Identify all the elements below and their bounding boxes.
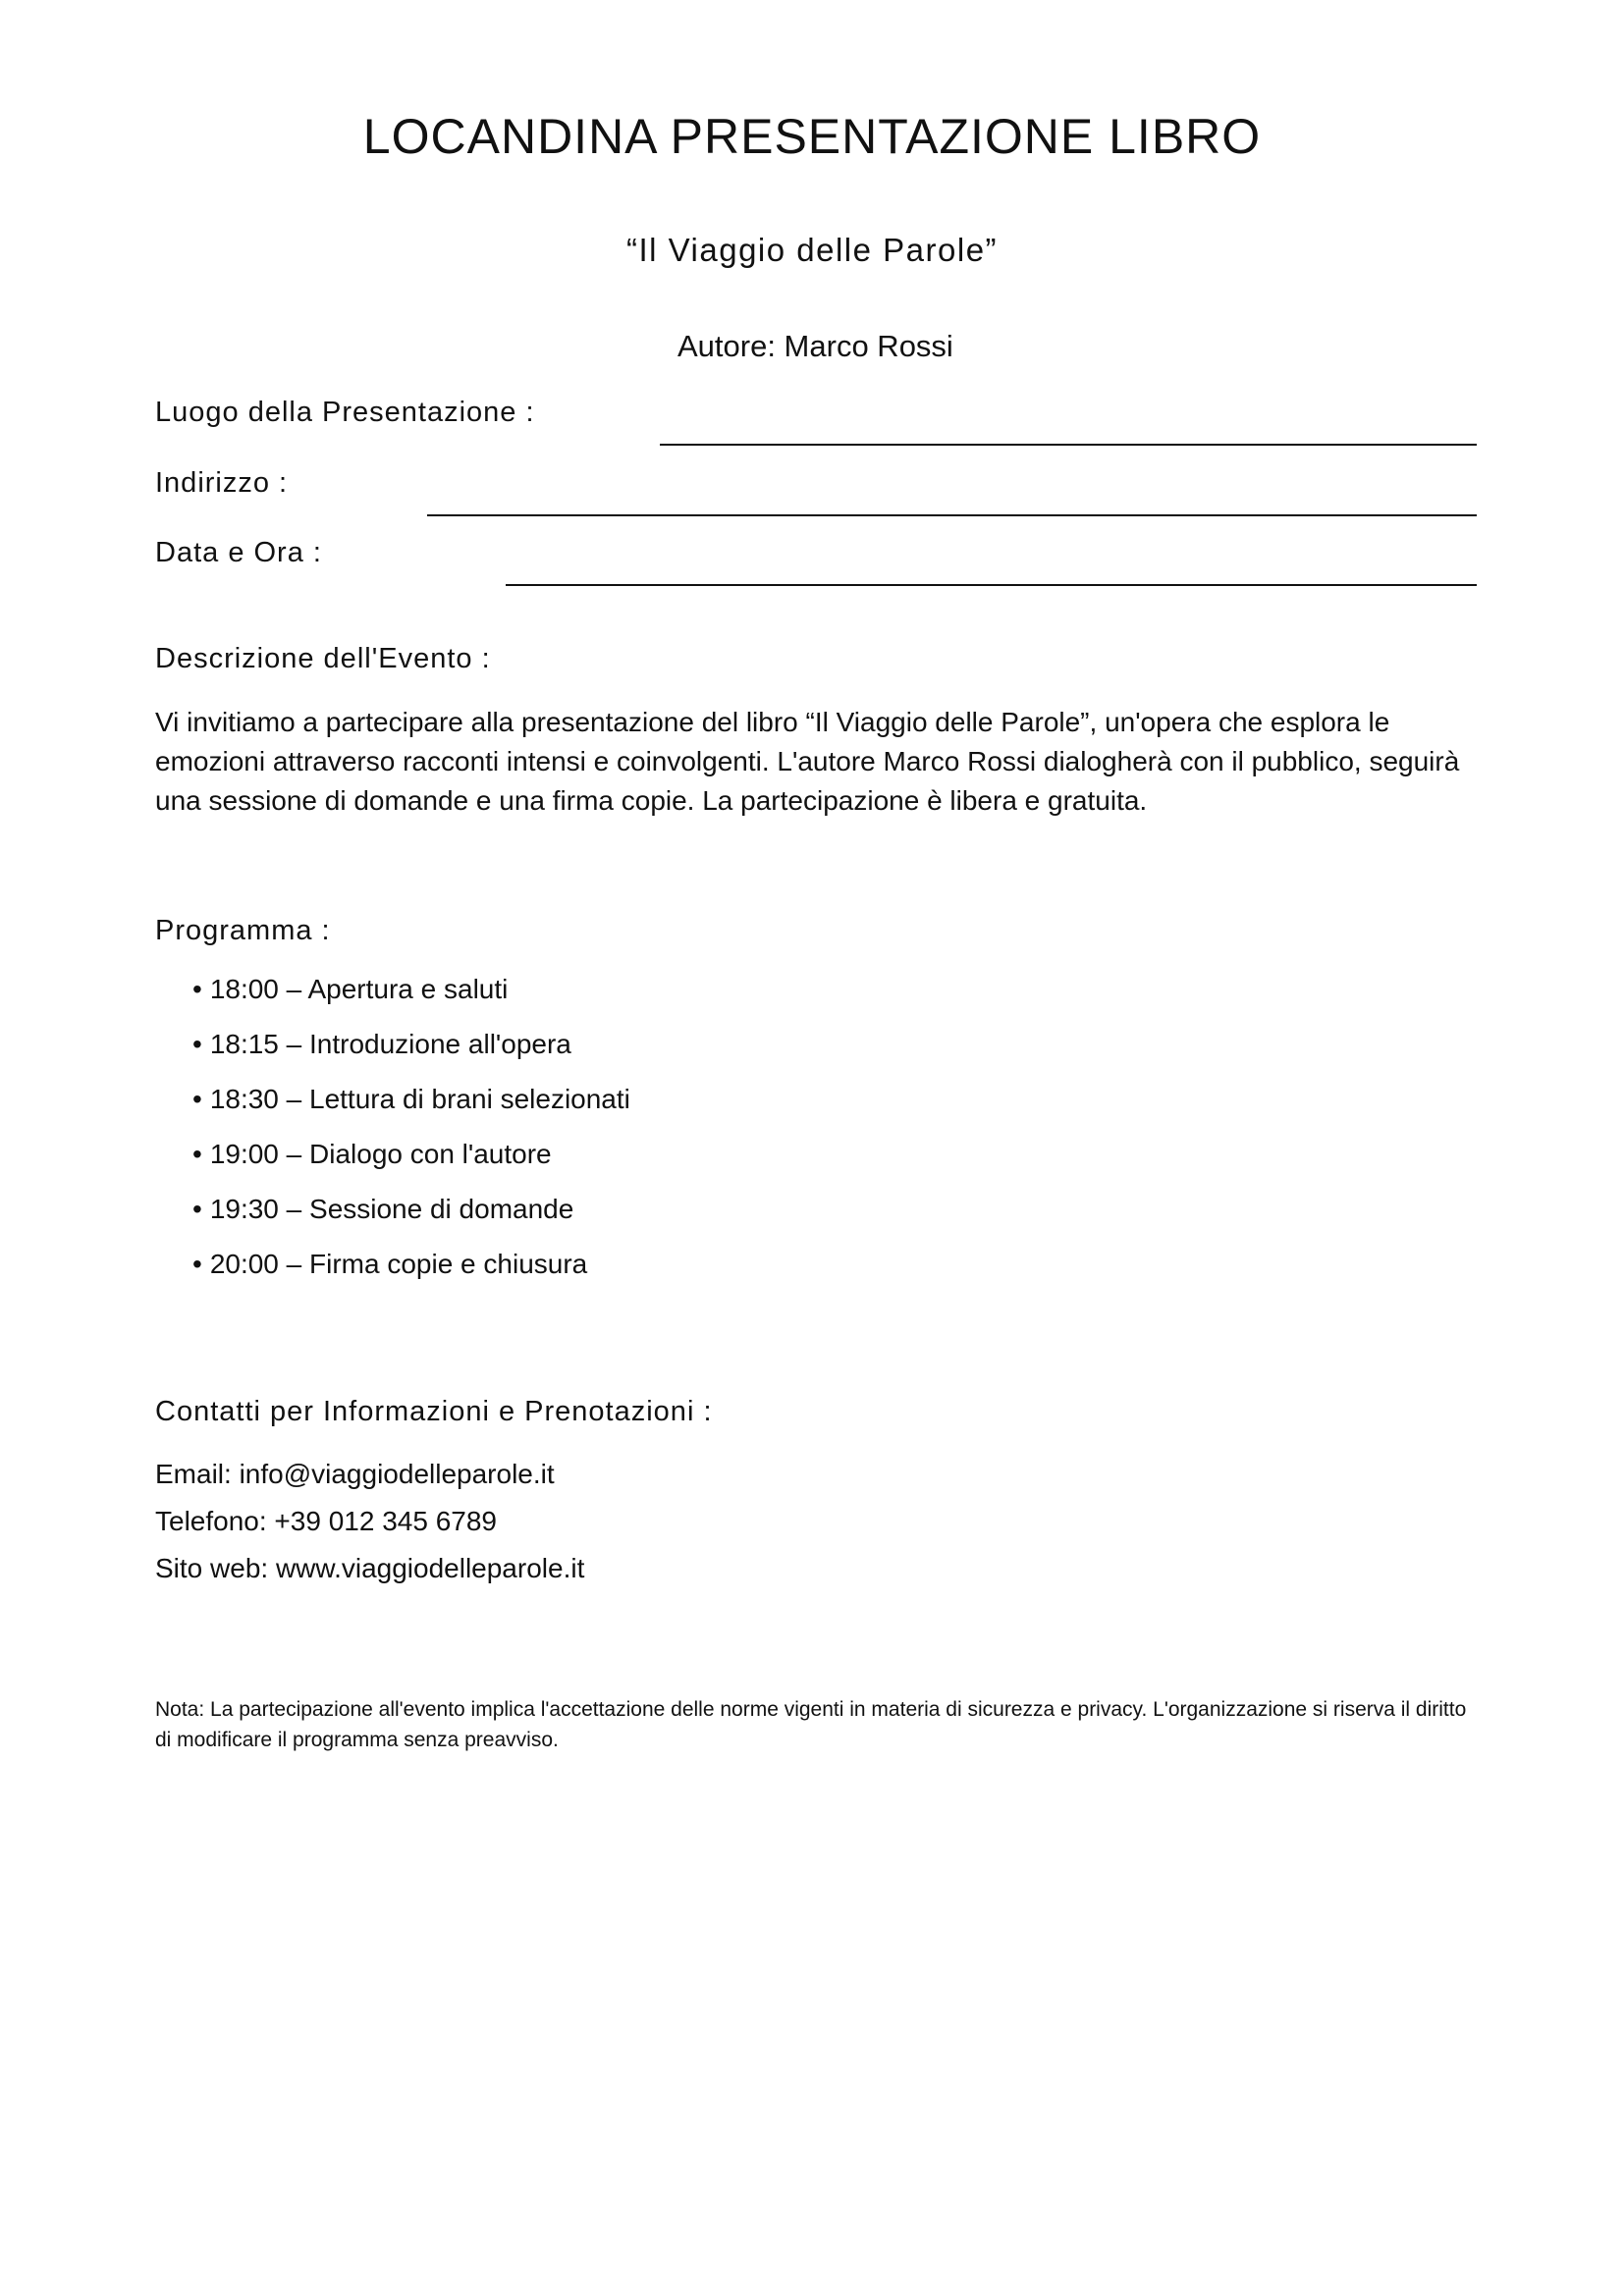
bullet-icon: • xyxy=(192,1029,202,1059)
program-item-text: 19:00 – Dialogo con l'autore xyxy=(209,1139,552,1169)
page-title: LOCANDINA PRESENTAZIONE LIBRO xyxy=(362,109,1262,164)
author-line: Autore: Marco Rossi xyxy=(677,329,953,363)
program-item-text: 20:00 – Firma copie e chiusura xyxy=(209,1249,588,1279)
luogo-blank-line[interactable] xyxy=(660,444,1477,446)
program-item xyxy=(192,1137,630,1192)
program-list xyxy=(192,972,630,1302)
bullet-icon: • xyxy=(192,1249,202,1279)
indirizzo-field xyxy=(155,467,1477,516)
indirizzo-label: Indirizzo : xyxy=(155,467,289,499)
data-ora-field xyxy=(155,537,1477,586)
bullet-icon: • xyxy=(192,1194,202,1224)
program-item xyxy=(192,1247,630,1302)
contact-phone[interactable]: Telefono: +39 012 345 6789 xyxy=(155,1506,497,1536)
luogo-field xyxy=(155,397,1477,446)
program-item xyxy=(192,1027,630,1082)
program-item xyxy=(192,972,630,1027)
program-item-text: 18:30 – Lettura di brani selezionati xyxy=(209,1084,630,1114)
data-ora-blank-line[interactable] xyxy=(506,584,1477,586)
description-label: Descrizione dell'Evento : xyxy=(155,643,491,674)
program-item xyxy=(192,1192,630,1247)
luogo-label: Luogo della Presentazione : xyxy=(155,397,535,428)
bullet-icon: • xyxy=(192,974,202,1004)
bullet-icon: • xyxy=(192,1139,202,1169)
contacts-label: Contatti per Informazioni e Prenotazioni : xyxy=(155,1396,713,1427)
footer-note: Nota: La partecipazione all'evento implica l'accettazione delle norme vigenti in materia di sicurezza e privacy. L'organizzazione si riserva il diritto di modificare il programma senza preavviso. xyxy=(155,1698,1467,1751)
indirizzo-blank-line[interactable] xyxy=(427,514,1477,516)
contacts-block xyxy=(155,1457,584,1598)
program-item-text: 18:00 – Apertura e saluti xyxy=(209,974,509,1004)
contact-email[interactable]: Email: info@viaggiodelleparole.it xyxy=(155,1459,555,1489)
data-ora-label: Data e Ora : xyxy=(155,537,322,568)
description-text: Vi invitiamo a partecipare alla presentazione del libro “Il Viaggio delle Parole”, un'opera che esplora le emozioni attraverso racconti intensi e coinvolgenti. L'autore Marco Rossi dialogherà con il pubblico, seguirà una sessione di domande e una firma copie. La partecipazione è libera e gratuita. xyxy=(155,707,1460,816)
program-label: Programma : xyxy=(155,915,331,946)
contact-website[interactable]: Sito web: www.viaggiodelleparole.it xyxy=(155,1553,585,1583)
bullet-icon: • xyxy=(192,1084,202,1114)
book-title: “Il Viaggio delle Parole” xyxy=(625,232,999,268)
program-item xyxy=(192,1082,630,1137)
program-item-text: 18:15 – Introduzione all'opera xyxy=(209,1029,571,1059)
program-item-text: 19:30 – Sessione di domande xyxy=(209,1194,574,1224)
